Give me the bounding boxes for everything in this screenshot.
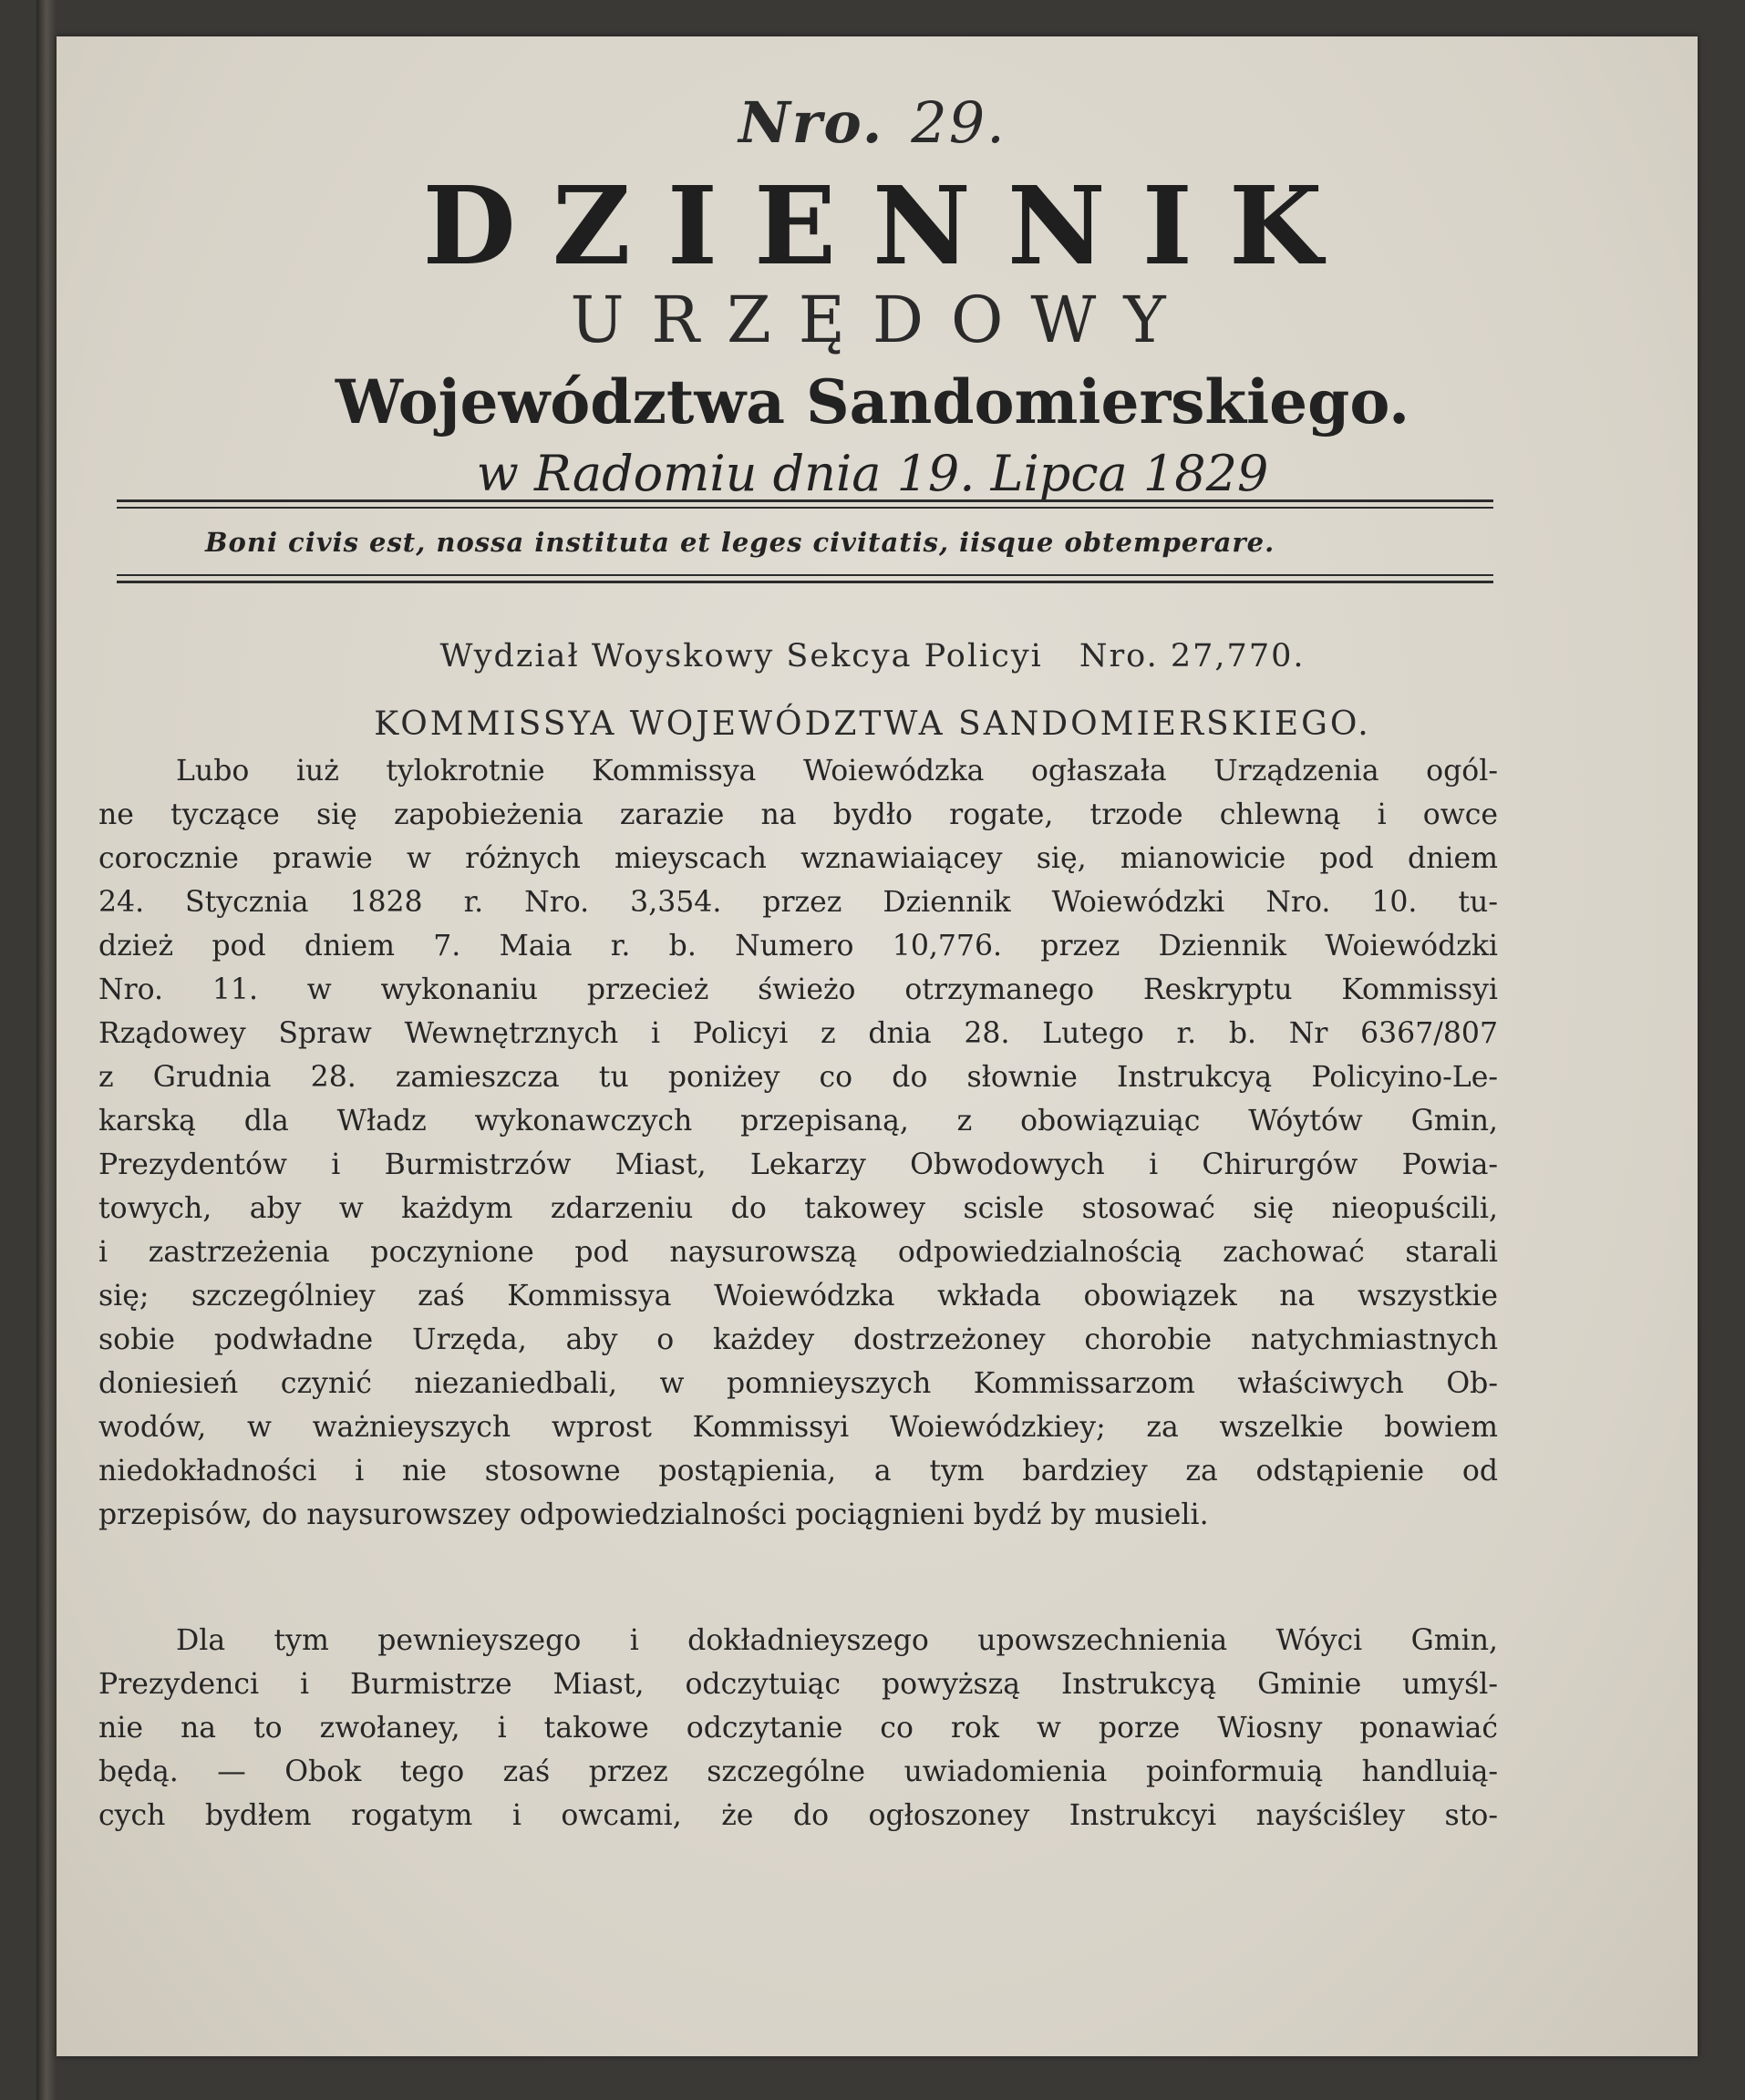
text-line: dzież pod dniem 7. Maia r. b. Numero 10,776. przez Dziennik Woiewódzki bbox=[98, 930, 1498, 962]
text-line: nie na to zwołaney, i takowe odczytanie co rok w porze Wiosny ponawiać bbox=[98, 1712, 1498, 1745]
divider-rule bbox=[117, 574, 1493, 576]
text-line: Nro. 11. w wykonaniu przecież świeżo otrzymanego Reskryptu Kommissyi bbox=[98, 973, 1498, 1006]
divider-rule bbox=[117, 581, 1493, 583]
text-line: ne tyczące się zapobieżenia zarazie na bydło rogate, trzode chlewną i owce bbox=[98, 798, 1498, 831]
text-line: z Grudnia 28. zamieszcza tu poniżey co do słownie Instrukcyą Policyino-Le- bbox=[98, 1061, 1498, 1094]
text-line: Prezydentów i Burmistrzów Miast, Lekarzy Obwodowych i Chirurgów Powia- bbox=[98, 1148, 1498, 1181]
text-line: wodów, w ważnieyszych wprost Kommissyi Woiewódzkiey; za wszelkie bowiem bbox=[98, 1411, 1498, 1444]
text-line: doniesień czynić niezaniedbali, w pomnieyszych Kommissarzom właściwych Ob- bbox=[98, 1367, 1498, 1400]
text-line: Dla tym pewnieyszego i dokładnieyszego upowszechnienia Wóyci Gmin, bbox=[176, 1624, 1498, 1657]
journal-region: Województwa Sandomierskiego. bbox=[335, 366, 1410, 438]
text-line: przepisów, do naysurowszey odpowiedzialności pociągnieni bydź by musieli. bbox=[98, 1498, 1209, 1531]
divider-rule bbox=[117, 507, 1493, 509]
issue-number-label: Nro. bbox=[738, 89, 884, 156]
text-line: niedokładności i nie stosowne postąpienia, a tym bardziey za odstąpienie od bbox=[98, 1455, 1498, 1488]
text-line: karską dla Władz wykonawczych przepisaną, z obowiązuiąc Wóytów Gmin, bbox=[98, 1105, 1498, 1138]
paragraph-2 bbox=[98, 1619, 1498, 1838]
text-line: Lubo iuż tylokrotnie Kommissya Woiewódzka ogłaszała Urządzenia ogól- bbox=[176, 755, 1498, 788]
dateline: w Radomiu dnia 19. Lipca 1829 bbox=[476, 445, 1269, 502]
text-line: corocznie prawie w różnych mieyscach wznawiaiącey się, mianowicie pod dniem bbox=[98, 842, 1498, 875]
reference-number: Nro. 27,770. bbox=[1079, 638, 1306, 674]
text-line: towych, aby w każdym zdarzeniu do takowey scisle stosować się nieopuścili, bbox=[98, 1192, 1498, 1225]
issue-number-value: 29. bbox=[911, 89, 1007, 156]
issue-number bbox=[0, 89, 1745, 156]
journal-subtitle: URZĘDOWY bbox=[570, 283, 1193, 357]
text-line: Prezydenci i Burmistrze Miast, odczytuiąc powyższą Instrukcyą Gminie umyśl- bbox=[98, 1668, 1498, 1701]
text-line: się; szczególniey zaś Kommissya Woiewódzka wkłada obowiązek na wszystkie bbox=[98, 1280, 1498, 1312]
commission-heading: KOMMISSYA WOJEWÓDZTWA SANDOMIERSKIEGO. bbox=[374, 705, 1371, 743]
text-line: będą. — Obok tego zaś przez szczególne uwiadomienia poinformuią handluią- bbox=[98, 1755, 1498, 1788]
paragraph-1 bbox=[98, 749, 1498, 1537]
text-line: sobie podwładne Urzęda, aby o każdey dostrzeżoney chorobie natychmiastnych bbox=[98, 1323, 1498, 1356]
text-line: 24. Stycznia 1828 r. Nro. 3,354. przez Dziennik Woiewódzki Nro. 10. tu- bbox=[98, 886, 1498, 919]
text-line: cych bydłem rogatym i owcami, że do ogłoszoney Instrukcyi nayściśley sto- bbox=[98, 1799, 1498, 1832]
department-name: Wydział Woyskowy Sekcya Policyi bbox=[439, 638, 1043, 674]
journal-title: DZIENNIK bbox=[422, 162, 1359, 289]
divider-rule bbox=[117, 499, 1493, 502]
motto: Boni civis est, nossa instituta et leges civitatis, iisque obtemperare. bbox=[205, 527, 1275, 558]
text-line: Rządowey Spraw Wewnętrznych i Policyi z dnia 28. Lutego r. b. Nr 6367/807 bbox=[98, 1017, 1498, 1050]
text-line: i zastrzeżenia poczynione pod naysurowszą odpowiedzialnością zachować starali bbox=[98, 1236, 1498, 1269]
department-header bbox=[0, 638, 1745, 674]
